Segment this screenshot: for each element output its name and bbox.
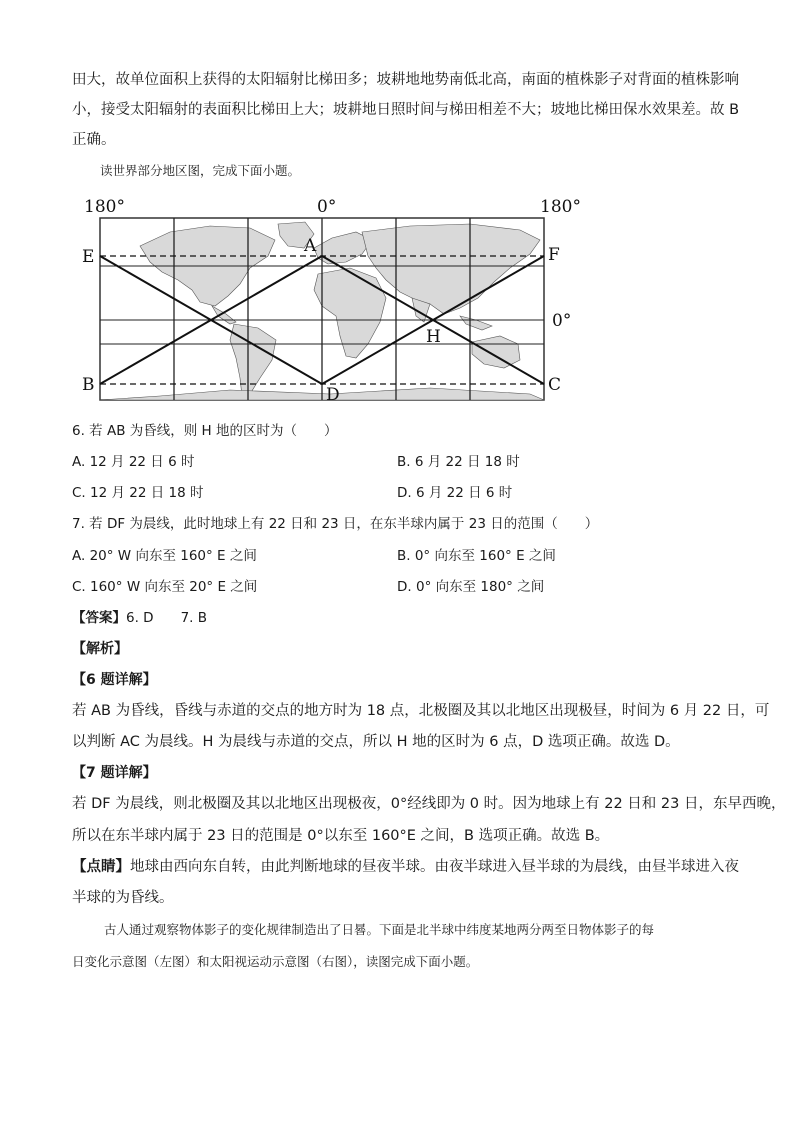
world-map-figure [78, 194, 588, 406]
map-top-center-label: 0° [317, 197, 337, 217]
intro-line-1: 田大，故单位面积上获得的太阳辐射比梯田多；坡耕地地势南低北高，南面的植株影子对背面的植株影响 [72, 72, 739, 88]
tip-text-1: 地球由西向东自转，由此判断地球的昼夜半球。由夜半球进入昼半球的为晨线，由昼半球进入夜 [130, 859, 739, 875]
q6-option-b[interactable]: B. 6 月 22 日 18 时 [397, 454, 520, 470]
detail7-line-1: 若 DF 为晨线，则北极圈及其以北地区出现极夜，0°经线即为 0 时。因为地球上有 22 日和 23 日，东早西晚， [72, 796, 786, 812]
q7-option-c[interactable]: C. 160° W 向东至 20° E 之间 [72, 579, 258, 595]
detail6-line-1: 若 AB 为昏线，昏线与赤道的交点的地方时为 18 点，北极圈及其以北地区出现极昼，时间为 6 月 22 日，可 [72, 703, 770, 719]
point-e-label: E [82, 247, 95, 267]
point-f-label: F [548, 245, 560, 265]
point-d-label: D [326, 385, 340, 405]
detail6-tag: 【6 题详解】 [72, 672, 157, 688]
point-c-label: C [548, 375, 562, 395]
q7-option-d[interactable]: D. 0° 向东至 180° 之间 [397, 579, 545, 595]
map-top-right-label: 180° [540, 197, 581, 217]
intro-line-2: 小，接受太阳辐射的表面积比梯田上大；坡耕地日照时间与梯田相差不大；坡地比梯田保水效果差。故 B [72, 102, 740, 118]
passage-line-1: 古人通过观察物体影子的变化规律制造出了日晷。下面是北半球中纬度某地两分两至日物体影子的每 [104, 922, 655, 937]
equator-label: 0° [552, 311, 572, 331]
q6-option-c[interactable]: C. 12 月 22 日 18 时 [72, 485, 204, 501]
map-prompt: 读世界部分地区图，完成下面小题。 [100, 163, 301, 178]
passage-line-2: 日变化示意图（左图）和太阳视运动示意图（右图），读图完成下面小题。 [72, 954, 479, 969]
detail6-line-2: 以判断 AC 为晨线。H 为晨线与赤道的交点，所以 H 地的区时为 6 点，D 选项正确。故选 D。 [72, 734, 680, 750]
q6-option-d[interactable]: D. 6 月 22 日 6 时 [397, 485, 513, 501]
tip-line-1 [72, 857, 739, 877]
answer-tag: 【答案】 [72, 610, 126, 626]
map-top-left-label: 180° [84, 197, 125, 217]
tip-tag: 【点睛】 [72, 859, 130, 875]
q7-option-a[interactable]: A. 20° W 向东至 160° E 之间 [72, 548, 257, 564]
analysis-tag: 【解析】 [72, 641, 128, 657]
detail7-line-2: 所以在东半球内属于 23 日的范围是 0°以东至 160°E 之间，B 选项正确。故选 B。 [72, 828, 610, 844]
q7-option-b[interactable]: B. 0° 向东至 160° E 之间 [397, 548, 556, 564]
q6-option-a[interactable]: A. 12 月 22 日 6 时 [72, 454, 195, 470]
tip-line-2: 半球的为昏线。 [72, 890, 174, 906]
intro-line-3: 正确。 [72, 132, 116, 148]
detail7-tag: 【7 题详解】 [72, 765, 157, 781]
answer-text: 6. D 7. B [126, 610, 207, 626]
point-b-label: B [82, 375, 95, 395]
q7-stem: 7. 若 DF 为晨线，此时地球上有 22 日和 23 日，在东半球内属于 23 日的范围（ ） [72, 516, 599, 532]
q6-stem: 6. 若 AB 为昏线，则 H 地的区时为（ ） [72, 423, 338, 439]
point-h-label: H [426, 327, 441, 347]
answer-line [72, 608, 207, 628]
point-a-label: A [304, 236, 317, 256]
